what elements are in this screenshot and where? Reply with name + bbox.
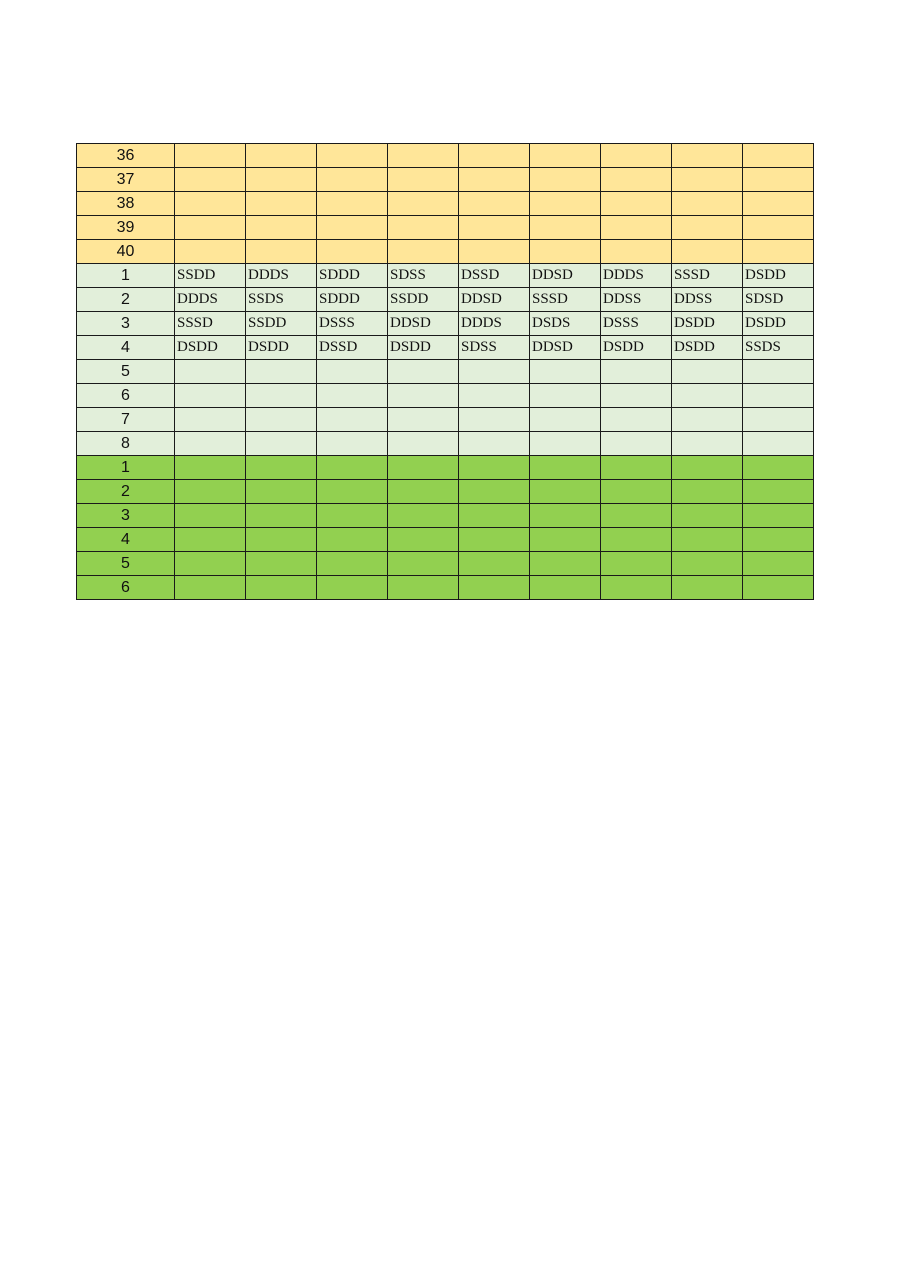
table-cell[interactable]	[317, 168, 388, 192]
green-section-row	[77, 456, 814, 480]
table-cell[interactable]	[530, 360, 601, 384]
row-label[interactable]: 1	[77, 264, 175, 288]
table-cell[interactable]: SDSS	[459, 336, 530, 360]
table-cell[interactable]	[530, 552, 601, 576]
table-cell[interactable]	[175, 528, 246, 552]
table-cell[interactable]: SSDS	[246, 288, 317, 312]
table-cell[interactable]	[246, 456, 317, 480]
table-cell[interactable]	[530, 384, 601, 408]
table-cell[interactable]	[743, 216, 814, 240]
table-cell[interactable]	[317, 144, 388, 168]
table-cell[interactable]	[601, 576, 672, 600]
table-cell[interactable]	[388, 240, 459, 264]
table-cell[interactable]	[317, 192, 388, 216]
table-cell[interactable]	[530, 504, 601, 528]
table-cell[interactable]: DDDS	[246, 264, 317, 288]
table-cell[interactable]	[246, 408, 317, 432]
table-cell[interactable]	[672, 504, 743, 528]
table-cell[interactable]	[246, 504, 317, 528]
table-cell[interactable]	[601, 144, 672, 168]
table-cell[interactable]	[743, 192, 814, 216]
table-cell[interactable]	[388, 384, 459, 408]
row-label[interactable]: 5	[77, 360, 175, 384]
table-cell[interactable]	[246, 552, 317, 576]
table-cell[interactable]	[246, 432, 317, 456]
table-cell[interactable]	[672, 576, 743, 600]
table-cell[interactable]	[601, 408, 672, 432]
table-cell[interactable]	[743, 144, 814, 168]
table-cell[interactable]	[246, 168, 317, 192]
table-cell[interactable]	[601, 480, 672, 504]
green-section-row	[77, 528, 814, 552]
table-cell[interactable]	[459, 504, 530, 528]
row-label[interactable]: 6	[77, 576, 175, 600]
table-cell[interactable]	[459, 456, 530, 480]
table-cell[interactable]	[672, 240, 743, 264]
table-cell[interactable]	[246, 144, 317, 168]
row-label[interactable]: 2	[77, 480, 175, 504]
table-cell[interactable]	[601, 552, 672, 576]
table-cell[interactable]	[743, 552, 814, 576]
table-cell[interactable]	[388, 216, 459, 240]
table-cell[interactable]	[459, 192, 530, 216]
table-cell[interactable]: DDSS	[601, 288, 672, 312]
table-cell[interactable]	[672, 552, 743, 576]
table-cell[interactable]	[388, 432, 459, 456]
table-cell[interactable]	[530, 576, 601, 600]
yellow-section-row	[77, 240, 814, 264]
table-cell[interactable]	[672, 432, 743, 456]
table-cell[interactable]: SSDD	[246, 312, 317, 336]
yellow-section-row	[77, 192, 814, 216]
table-cell[interactable]	[175, 576, 246, 600]
green-section-row	[77, 480, 814, 504]
table-cell[interactable]	[175, 504, 246, 528]
table-cell[interactable]	[743, 360, 814, 384]
table-cell[interactable]: DSSD	[317, 336, 388, 360]
row-label[interactable]: 2	[77, 288, 175, 312]
table-cell[interactable]: DDDS	[175, 288, 246, 312]
row-label[interactable]: 6	[77, 384, 175, 408]
table-cell[interactable]	[175, 480, 246, 504]
table-cell[interactable]: SDSD	[743, 288, 814, 312]
table-cell[interactable]	[317, 240, 388, 264]
table-cell[interactable]	[743, 384, 814, 408]
table-cell[interactable]	[743, 240, 814, 264]
table-cell[interactable]: DSSS	[601, 312, 672, 336]
light-green-section-row	[77, 384, 814, 408]
table-cell[interactable]: DSDD	[672, 312, 743, 336]
table-cell[interactable]	[601, 360, 672, 384]
table-cell[interactable]	[175, 144, 246, 168]
table-cell[interactable]	[459, 552, 530, 576]
table-cell[interactable]	[246, 216, 317, 240]
table-cell[interactable]	[530, 528, 601, 552]
light-green-section-row	[77, 408, 814, 432]
table-cell[interactable]: DSSD	[459, 264, 530, 288]
light-green-section-row	[77, 432, 814, 456]
table-cell[interactable]	[672, 360, 743, 384]
table-cell[interactable]	[601, 432, 672, 456]
table-cell[interactable]: DSDD	[743, 264, 814, 288]
yellow-section-row	[77, 144, 814, 168]
table-cell[interactable]	[743, 576, 814, 600]
row-label[interactable]: 4	[77, 528, 175, 552]
table-cell[interactable]: DDDS	[601, 264, 672, 288]
row-label[interactable]: 1	[77, 456, 175, 480]
table-cell[interactable]	[530, 216, 601, 240]
table-cell[interactable]	[601, 216, 672, 240]
table-cell[interactable]: SSDS	[743, 336, 814, 360]
table-cell[interactable]	[672, 456, 743, 480]
table-cell[interactable]	[601, 192, 672, 216]
table-cell[interactable]	[459, 360, 530, 384]
light-green-section-row	[77, 312, 814, 336]
light-green-section-row	[77, 264, 814, 288]
yellow-section-row	[77, 168, 814, 192]
table-cell[interactable]	[743, 408, 814, 432]
table-cell[interactable]	[530, 408, 601, 432]
table-cell[interactable]: DSDD	[246, 336, 317, 360]
row-label[interactable]: 39	[77, 216, 175, 240]
light-green-section-row	[77, 288, 814, 312]
table-cell[interactable]	[246, 384, 317, 408]
table-cell[interactable]	[175, 384, 246, 408]
table-cell[interactable]	[246, 360, 317, 384]
table-cell[interactable]	[672, 408, 743, 432]
light-green-section-row	[77, 360, 814, 384]
row-label[interactable]: 3	[77, 504, 175, 528]
table-cell[interactable]	[743, 504, 814, 528]
table-cell[interactable]	[530, 432, 601, 456]
table-cell[interactable]: SSSD	[672, 264, 743, 288]
table-cell[interactable]: DSDD	[388, 336, 459, 360]
table-cell[interactable]	[175, 240, 246, 264]
table-cell[interactable]	[388, 528, 459, 552]
table-cell[interactable]	[459, 384, 530, 408]
table-cell[interactable]	[459, 144, 530, 168]
table-cell[interactable]	[459, 168, 530, 192]
table-cell[interactable]	[672, 528, 743, 552]
table-cell[interactable]	[317, 504, 388, 528]
table-cell[interactable]	[601, 456, 672, 480]
table-cell[interactable]	[175, 408, 246, 432]
table-cell[interactable]	[672, 216, 743, 240]
row-label[interactable]: 7	[77, 408, 175, 432]
table-cell[interactable]	[388, 168, 459, 192]
table-cell[interactable]	[601, 384, 672, 408]
table-cell[interactable]	[601, 168, 672, 192]
table-cell[interactable]	[530, 240, 601, 264]
table-cell[interactable]	[459, 528, 530, 552]
table-cell[interactable]: SSSD	[530, 288, 601, 312]
table-cell[interactable]	[317, 480, 388, 504]
table-cell[interactable]	[743, 456, 814, 480]
table-cell[interactable]	[317, 432, 388, 456]
table-cell[interactable]: DSDD	[601, 336, 672, 360]
row-label[interactable]: 3	[77, 312, 175, 336]
table-cell[interactable]: SSDD	[388, 288, 459, 312]
row-label[interactable]: 36	[77, 144, 175, 168]
table-cell[interactable]	[672, 480, 743, 504]
table-cell[interactable]	[388, 408, 459, 432]
row-label[interactable]: 38	[77, 192, 175, 216]
table-cell[interactable]	[175, 456, 246, 480]
table-cell[interactable]	[388, 456, 459, 480]
table-cell[interactable]	[246, 192, 317, 216]
table-cell[interactable]: SSSD	[175, 312, 246, 336]
table-cell[interactable]	[672, 144, 743, 168]
table-cell[interactable]	[601, 504, 672, 528]
table-cell[interactable]: DDSS	[672, 288, 743, 312]
table-cell[interactable]	[459, 408, 530, 432]
table-cell[interactable]	[175, 192, 246, 216]
row-label[interactable]: 37	[77, 168, 175, 192]
green-section-row	[77, 552, 814, 576]
table-cell[interactable]	[317, 408, 388, 432]
table-cell[interactable]	[530, 168, 601, 192]
yellow-section-row	[77, 216, 814, 240]
table-cell[interactable]	[388, 144, 459, 168]
table-cell[interactable]	[530, 144, 601, 168]
table-cell[interactable]	[530, 480, 601, 504]
table-cell[interactable]	[743, 432, 814, 456]
table-cell[interactable]: SDDD	[317, 264, 388, 288]
table-cell[interactable]	[530, 456, 601, 480]
table-cell[interactable]	[388, 576, 459, 600]
table-cell[interactable]	[317, 216, 388, 240]
table-cell[interactable]: DSDD	[672, 336, 743, 360]
table-cell[interactable]	[246, 576, 317, 600]
table-cell[interactable]	[317, 360, 388, 384]
table-cell[interactable]: DDSD	[459, 288, 530, 312]
row-label[interactable]: 8	[77, 432, 175, 456]
table-cell[interactable]	[459, 576, 530, 600]
green-section-row	[77, 504, 814, 528]
table-cell[interactable]	[317, 384, 388, 408]
spreadsheet-table	[76, 143, 814, 600]
table-cell[interactable]	[317, 528, 388, 552]
table-cell[interactable]: DDSD	[530, 336, 601, 360]
table-cell[interactable]	[175, 360, 246, 384]
light-green-section-row	[77, 336, 814, 360]
table-cell[interactable]	[459, 480, 530, 504]
table-cell[interactable]: DDSD	[530, 264, 601, 288]
table-cell[interactable]	[388, 360, 459, 384]
table-cell[interactable]: DDDS	[459, 312, 530, 336]
table-cell[interactable]	[530, 192, 601, 216]
table-cell[interactable]	[459, 216, 530, 240]
table-cell[interactable]: DSSS	[317, 312, 388, 336]
table-cell[interactable]	[672, 168, 743, 192]
table-cell[interactable]	[743, 168, 814, 192]
table-cell[interactable]	[672, 384, 743, 408]
table-cell[interactable]	[388, 504, 459, 528]
table-cell[interactable]: SDSS	[388, 264, 459, 288]
table-cell[interactable]	[459, 240, 530, 264]
table-cell[interactable]	[459, 432, 530, 456]
table-cell[interactable]	[317, 552, 388, 576]
table-cell[interactable]	[388, 552, 459, 576]
row-label[interactable]: 40	[77, 240, 175, 264]
table-cell[interactable]: DSDD	[743, 312, 814, 336]
table-cell[interactable]: SSDD	[175, 264, 246, 288]
table-cell[interactable]: DSDD	[175, 336, 246, 360]
table-cell[interactable]	[743, 528, 814, 552]
table-cell[interactable]	[601, 240, 672, 264]
table-cell[interactable]	[175, 168, 246, 192]
table-cell[interactable]	[246, 240, 317, 264]
green-section-row	[77, 576, 814, 600]
table-cell[interactable]	[175, 432, 246, 456]
table-cell[interactable]	[246, 528, 317, 552]
table-cell[interactable]	[743, 480, 814, 504]
table-cell[interactable]	[317, 456, 388, 480]
table-cell[interactable]	[601, 528, 672, 552]
table-body	[77, 144, 814, 600]
table-cell[interactable]	[388, 480, 459, 504]
row-label[interactable]: 4	[77, 336, 175, 360]
table-cell[interactable]	[317, 576, 388, 600]
row-label[interactable]: 5	[77, 552, 175, 576]
table-cell[interactable]	[672, 192, 743, 216]
table-cell[interactable]	[175, 216, 246, 240]
table-cell[interactable]: DSDS	[530, 312, 601, 336]
table-cell[interactable]: SDDD	[317, 288, 388, 312]
table-cell[interactable]	[388, 192, 459, 216]
table-cell[interactable]: DDSD	[388, 312, 459, 336]
table-cell[interactable]	[175, 552, 246, 576]
table-cell[interactable]	[246, 480, 317, 504]
